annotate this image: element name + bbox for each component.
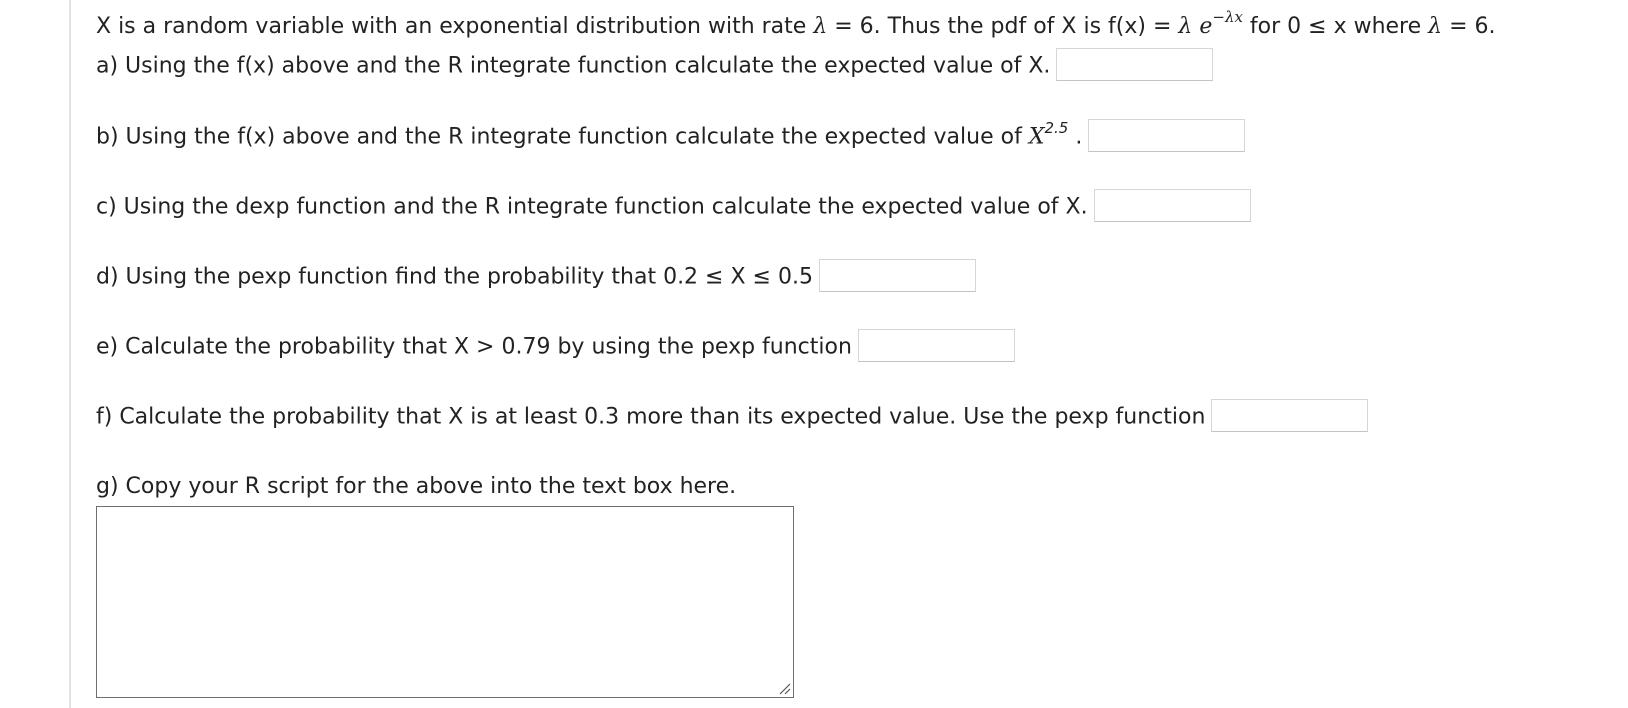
question-f-text: f) Calculate the probability that X is at least 0.3 more than its expected value. Use the pexp function bbox=[96, 404, 1206, 430]
left-border bbox=[69, 0, 71, 708]
question-c bbox=[96, 191, 1251, 224]
resize-handle-icon[interactable] bbox=[777, 681, 791, 695]
question-a bbox=[96, 50, 1213, 83]
answer-b-input[interactable] bbox=[1088, 119, 1245, 152]
question-e-text: e) Calculate the probability that X > 0.79 by using the pexp function bbox=[96, 334, 852, 360]
lambda-symbol: λ bbox=[813, 14, 828, 39]
intro-text-2: = 6. Thus the pdf of X is f(x) = bbox=[827, 14, 1179, 39]
exponent-2-5: 2.5 bbox=[1044, 118, 1069, 137]
answer-e-input[interactable] bbox=[858, 329, 1015, 362]
question-b-text: b) Using the f(x) above and the R integrate function calculate the expected value of bbox=[96, 124, 1029, 150]
question-d-text: d) Using the pexp function find the probability that 0.2 ≤ X ≤ 0.5 bbox=[96, 264, 813, 290]
question-d bbox=[96, 261, 976, 294]
lambda-symbol-2: λ bbox=[1428, 14, 1443, 39]
answer-d-input[interactable] bbox=[819, 259, 976, 292]
r-script-textarea[interactable] bbox=[96, 506, 794, 698]
intro-text-3: for 0 ≤ x where bbox=[1242, 14, 1429, 39]
question-b-period: . bbox=[1068, 124, 1083, 150]
x-variable: X bbox=[1028, 124, 1045, 150]
question-b bbox=[96, 118, 1245, 154]
question-e bbox=[96, 331, 1015, 364]
answer-f-input[interactable] bbox=[1211, 399, 1368, 432]
question-g bbox=[96, 472, 736, 502]
pdf-formula bbox=[1178, 8, 1243, 39]
answer-a-input[interactable] bbox=[1056, 48, 1213, 81]
intro-text-4: = 6. bbox=[1442, 14, 1496, 39]
answer-c-input[interactable] bbox=[1094, 189, 1251, 222]
intro-text-1: X is a random variable with an exponential distribution with rate bbox=[96, 14, 814, 39]
question-c-text: c) Using the dexp function and the R integrate function calculate the expected value of X. bbox=[96, 194, 1088, 220]
question-f bbox=[96, 401, 1368, 434]
formula-exponent: −λx bbox=[1212, 8, 1243, 26]
question-a-text: a) Using the f(x) above and the R integrate function calculate the expected value of X. bbox=[96, 53, 1051, 79]
problem-intro bbox=[96, 8, 1496, 43]
formula-base: λ e bbox=[1178, 14, 1213, 39]
question-g-text: g) Copy your R script for the above into the text box here. bbox=[96, 474, 737, 499]
